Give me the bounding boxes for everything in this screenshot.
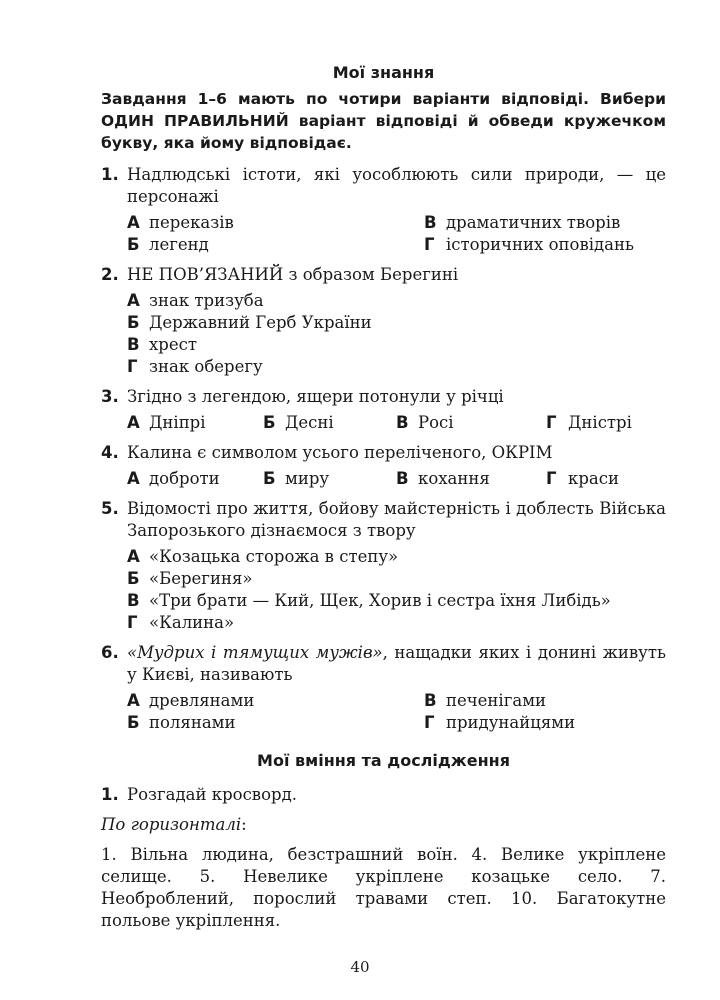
instructions: Завдання 1–6 мають по чотири варіанти відповіді. Вибери ОДИН ПРАВИЛЬНИЙ варіант відповіді й обведи кружечком букву, яка йому відповідає. — [101, 90, 666, 152]
question-4 — [101, 442, 666, 490]
task-1 — [101, 784, 666, 806]
option-v[interactable]: В «Три брати — Кий, Щек, Хорив і сестра їхня Либідь» — [127, 591, 611, 610]
option-a[interactable]: А знак тризуба — [127, 291, 264, 310]
question-5 — [101, 498, 666, 634]
option-b[interactable]: Б Державний Герб України — [127, 313, 372, 332]
page-content — [101, 62, 666, 932]
question-text: НЕ ПОВ’ЯЗАНИЙ з образом Берегині — [127, 265, 459, 284]
options — [127, 546, 666, 634]
option-a[interactable]: А «Козацька сторожа в степу» — [127, 547, 399, 566]
question-text: Згідно з легендою, ящери потонули у річці — [127, 387, 504, 406]
question-text: «Мудрих і тямущих мужів», нащадки яких і донині живуть у Києві, називають — [127, 643, 667, 684]
option-b[interactable]: Б «Берегиня» — [127, 569, 253, 588]
question-text: Відомості про життя, бойову майстерність і доблесть Війська Запорозького дізнаємося з твору — [127, 499, 666, 540]
section-title-skills: Мої вміння та дослідження — [257, 751, 510, 770]
option-g[interactable]: Г історичних оповідань — [424, 235, 635, 254]
page-number: 40 — [350, 958, 370, 976]
question-text: Калина є символом усього переліченого, ОКРІМ — [127, 443, 553, 462]
question-text: Надлюдські істоти, які уособлюють сили природи, — це персонажі — [127, 165, 666, 206]
question-number: 4. — [101, 443, 119, 462]
option-v[interactable]: В Росі — [396, 413, 454, 432]
option-a[interactable]: А Дніпрі — [127, 413, 206, 432]
options — [127, 412, 666, 434]
option-g[interactable]: Г Дністрі — [546, 413, 632, 432]
options — [127, 290, 666, 378]
option-v[interactable]: В хрест — [127, 335, 198, 354]
option-b[interactable]: Б полянами — [127, 713, 236, 732]
option-g[interactable]: Г придунайцями — [424, 713, 576, 732]
question-number: 1. — [101, 165, 119, 184]
question-1 — [101, 164, 666, 256]
horizontal-clues: 1. Вільна людина, безстрашний воїн. 4. Велике укріплене селище. 5. Невелике укріплене козацьке село. 7. Необроблений, порослий травами степ. 10. Багатокутне польове укріплення. — [101, 845, 666, 930]
option-v[interactable]: В печенігами — [424, 691, 547, 710]
option-v[interactable]: В кохання — [396, 469, 490, 488]
options — [127, 468, 666, 490]
option-g[interactable]: Г «Калина» — [127, 613, 235, 632]
option-a[interactable]: А древлянами — [127, 691, 255, 710]
horizontal-heading: По горизонталі: — [101, 815, 247, 834]
option-b[interactable]: Б миру — [263, 469, 330, 488]
question-number: 2. — [101, 265, 119, 284]
option-b[interactable]: Б Десні — [263, 413, 334, 432]
option-a[interactable]: А переказів — [127, 213, 234, 232]
option-v[interactable]: В драматичних творів — [424, 213, 621, 232]
options — [127, 212, 666, 256]
options — [127, 690, 666, 734]
question-number: 3. — [101, 387, 119, 406]
question-6 — [101, 642, 666, 734]
section-title-my-knowledge: Мої знання — [332, 63, 435, 82]
question-number: 5. — [101, 499, 119, 518]
question-number: 6. — [101, 643, 119, 662]
option-g[interactable]: Г знак оберегу — [127, 357, 263, 376]
task-text: Розгадай кросворд. — [127, 785, 297, 804]
option-b[interactable]: Б легенд — [127, 235, 209, 254]
option-g[interactable]: Г краси — [546, 469, 619, 488]
question-3 — [101, 386, 666, 434]
option-a[interactable]: А доброти — [127, 469, 220, 488]
question-2 — [101, 264, 666, 378]
task-number: 1. — [101, 785, 119, 804]
